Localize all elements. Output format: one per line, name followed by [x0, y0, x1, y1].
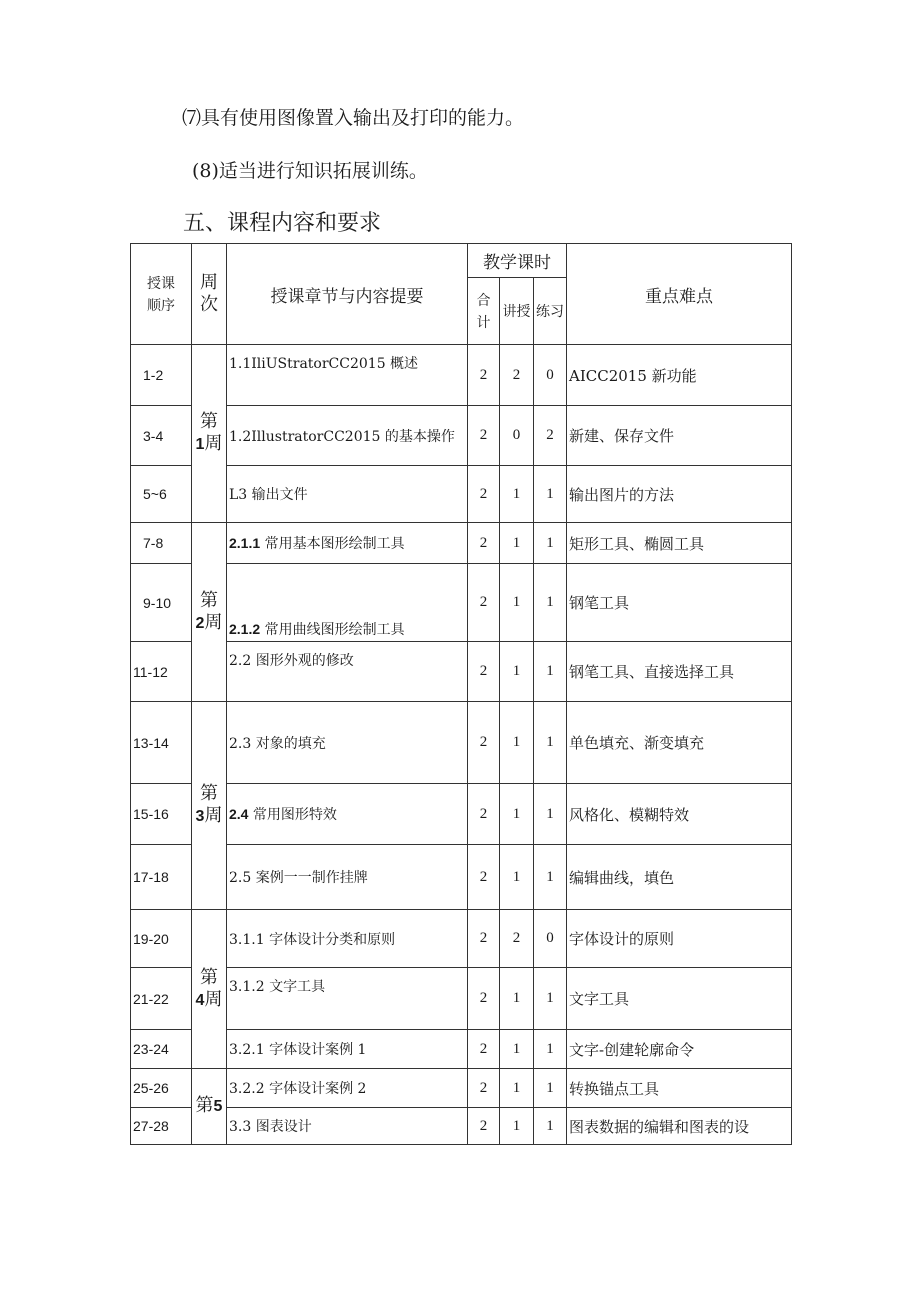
- week-1-number: 1: [195, 436, 205, 453]
- table-row: [131, 910, 792, 968]
- week-2-label-bottom: 周: [204, 611, 223, 633]
- row-key: 风格化、模糊特效: [567, 784, 792, 845]
- row-content: [227, 564, 468, 642]
- row-practice: 0: [534, 910, 567, 968]
- table-row: [131, 564, 792, 642]
- table-row: [131, 345, 792, 406]
- row-practice: 1: [534, 642, 567, 702]
- row-content-text: 常用图形特效: [248, 807, 337, 823]
- row-lecture: 1: [500, 968, 534, 1030]
- row-practice: 1: [534, 564, 567, 642]
- row-content-text: 常用曲线图形绘制工具: [260, 622, 405, 638]
- row-content: 2.5 案例一一制作挂牌: [227, 845, 468, 910]
- row-seq: 13-14: [131, 702, 192, 784]
- row-content: 3.1.2 文字工具: [227, 968, 468, 1030]
- header-content: 授课章节与内容提要: [227, 244, 468, 345]
- row-practice: 1: [534, 1108, 567, 1145]
- row-key: 转换锚点工具: [567, 1069, 792, 1108]
- row-practice: 2: [534, 406, 567, 466]
- row-seq: 5~6: [131, 466, 192, 523]
- row-key: 文字工具: [567, 968, 792, 1030]
- header-total-line1: 合: [476, 292, 491, 308]
- row-seq: 23-24: [131, 1030, 192, 1069]
- row-practice: 1: [534, 968, 567, 1030]
- row-content: 3.1.1 字体设计分类和原则: [227, 910, 468, 968]
- row-seq: 19-20: [131, 910, 192, 968]
- row-content: [227, 523, 468, 564]
- row-key: 单色填充、渐变填充: [567, 702, 792, 784]
- week-3-number: 3: [195, 808, 205, 825]
- week-4-number: 4: [195, 991, 205, 1009]
- row-practice: 1: [534, 466, 567, 523]
- row-practice: 0: [534, 345, 567, 406]
- week-2-number: 2: [195, 614, 205, 632]
- row-total: 2: [468, 784, 500, 845]
- row-key: 钢笔工具: [567, 564, 792, 642]
- row-total: 2: [468, 523, 500, 564]
- row-total: 2: [468, 406, 500, 466]
- header-practice: 练习: [534, 278, 567, 345]
- week-4: [192, 910, 227, 1069]
- objective-item-7: ⑺具有使用图像置入输出及打印的能力。: [182, 107, 525, 129]
- row-lecture: 2: [500, 910, 534, 968]
- week-5: [192, 1069, 227, 1145]
- row-seq: 15-16: [131, 784, 192, 845]
- row-seq: 7-8: [131, 523, 192, 564]
- row-content: 3.3 图表设计: [227, 1108, 468, 1145]
- row-key: AICC2015 新功能: [567, 345, 792, 406]
- row-content-prefix: 2.4: [229, 806, 249, 822]
- row-content: 1.2IllustratorCC2015 的基本操作: [227, 406, 468, 466]
- header-lecture: 讲授: [500, 278, 534, 345]
- header-total: [468, 278, 500, 345]
- row-practice: 1: [534, 523, 567, 564]
- week-4-label-bottom: 周: [204, 988, 223, 1010]
- row-total: 2: [468, 1030, 500, 1069]
- row-practice: 1: [534, 784, 567, 845]
- row-lecture: 1: [500, 642, 534, 702]
- header-week-line1: 周: [200, 272, 218, 293]
- header-seq-line1: 授课: [147, 275, 175, 291]
- week-3-label-top: 第: [200, 783, 218, 804]
- row-total: 2: [468, 845, 500, 910]
- row-content: 3.2.1 字体设计案例 1: [227, 1030, 468, 1069]
- week-5-number: 5: [213, 1098, 223, 1115]
- week-2: [192, 523, 227, 702]
- row-lecture: 2: [500, 345, 534, 406]
- week-2-label-top: 第: [200, 589, 218, 611]
- row-seq: 21-22: [131, 968, 192, 1030]
- row-total: 2: [468, 1108, 500, 1145]
- row-total: 2: [468, 345, 500, 406]
- objective-item-8: (8)适当进行知识拓展训练。: [192, 160, 428, 182]
- table-row: [131, 1069, 792, 1108]
- row-total: 2: [468, 910, 500, 968]
- week-5-label: 第: [195, 1095, 214, 1116]
- table-row: [131, 1030, 792, 1069]
- row-content: 3.2.2 字体设计案例 2: [227, 1069, 468, 1108]
- table-row: [131, 968, 792, 1030]
- row-practice: 1: [534, 1030, 567, 1069]
- row-total: 2: [468, 968, 500, 1030]
- row-seq: 17-18: [131, 845, 192, 910]
- row-lecture: 1: [500, 564, 534, 642]
- row-content-text: 常用基本图形绘制工具: [260, 536, 405, 552]
- row-content: 2.3 对象的填充: [227, 702, 468, 784]
- row-lecture: 1: [500, 1108, 534, 1145]
- week-1: [192, 345, 227, 523]
- row-lecture: 1: [500, 845, 534, 910]
- row-key: 新建、保存文件: [567, 406, 792, 466]
- row-lecture: 0: [500, 406, 534, 466]
- row-key: 钢笔工具、直接选择工具: [567, 642, 792, 702]
- table-row: [131, 845, 792, 910]
- week-3: [192, 702, 227, 910]
- header-week-line2: 次: [200, 294, 218, 315]
- row-key: 编辑曲线，填色: [567, 845, 792, 910]
- row-total: 2: [468, 702, 500, 784]
- row-total: 2: [468, 564, 500, 642]
- row-practice: 1: [534, 702, 567, 784]
- table-row: [131, 702, 792, 784]
- row-seq: 25-26: [131, 1069, 192, 1108]
- section-heading: 五、课程内容和要求: [183, 211, 382, 236]
- course-content-table: [130, 243, 792, 1145]
- table-row: [131, 406, 792, 466]
- row-total: 2: [468, 642, 500, 702]
- row-key: 字体设计的原则: [567, 910, 792, 968]
- week-4-label-top: 第: [200, 966, 218, 988]
- row-lecture: 1: [500, 523, 534, 564]
- table-row: [131, 784, 792, 845]
- row-total: 2: [468, 466, 500, 523]
- header-seq: [131, 244, 192, 345]
- row-content-prefix: 2.1.1: [229, 535, 261, 551]
- week-3-label-bottom: 周: [204, 805, 223, 826]
- table-row: [131, 1108, 792, 1145]
- row-total: 2: [468, 1069, 500, 1108]
- header-total-line2: 计: [476, 314, 491, 330]
- row-lecture: 1: [500, 702, 534, 784]
- row-practice: 1: [534, 1069, 567, 1108]
- row-seq: 27-28: [131, 1108, 192, 1145]
- row-key: 输出图片的方法: [567, 466, 792, 523]
- row-lecture: 1: [500, 784, 534, 845]
- header-week: [192, 244, 227, 345]
- header-hours: 教学课时: [468, 244, 567, 278]
- header-seq-line2: 顺序: [147, 297, 175, 313]
- table-header-row: [131, 244, 792, 278]
- row-lecture: 1: [500, 1069, 534, 1108]
- table-row: [131, 523, 792, 564]
- row-seq: 1-2: [131, 345, 192, 406]
- table-row: [131, 642, 792, 702]
- row-seq: 11-12: [131, 642, 192, 702]
- row-seq: 3-4: [131, 406, 192, 466]
- row-content: 1.1IliUStratorCC2015 概述: [227, 345, 468, 406]
- row-content: L3 输出文件: [227, 466, 468, 523]
- row-content-prefix: 2.1.2: [229, 621, 261, 637]
- week-1-label-top: 第: [200, 411, 218, 432]
- row-lecture: 1: [500, 466, 534, 523]
- row-content: 2.2 图形外观的修改: [227, 642, 468, 702]
- table-row: [131, 466, 792, 523]
- row-content: [227, 784, 468, 845]
- row-key: 文字-创建轮廓命令: [567, 1030, 792, 1069]
- row-lecture: 1: [500, 1030, 534, 1069]
- header-key-points: 重点难点: [567, 244, 792, 345]
- week-1-label-bottom: 周: [204, 433, 223, 454]
- row-seq: 9-10: [131, 564, 192, 642]
- row-key: 图表数据的编辑和图表的设: [567, 1108, 792, 1145]
- row-key: 矩形工具、椭圆工具: [567, 523, 792, 564]
- row-practice: 1: [534, 845, 567, 910]
